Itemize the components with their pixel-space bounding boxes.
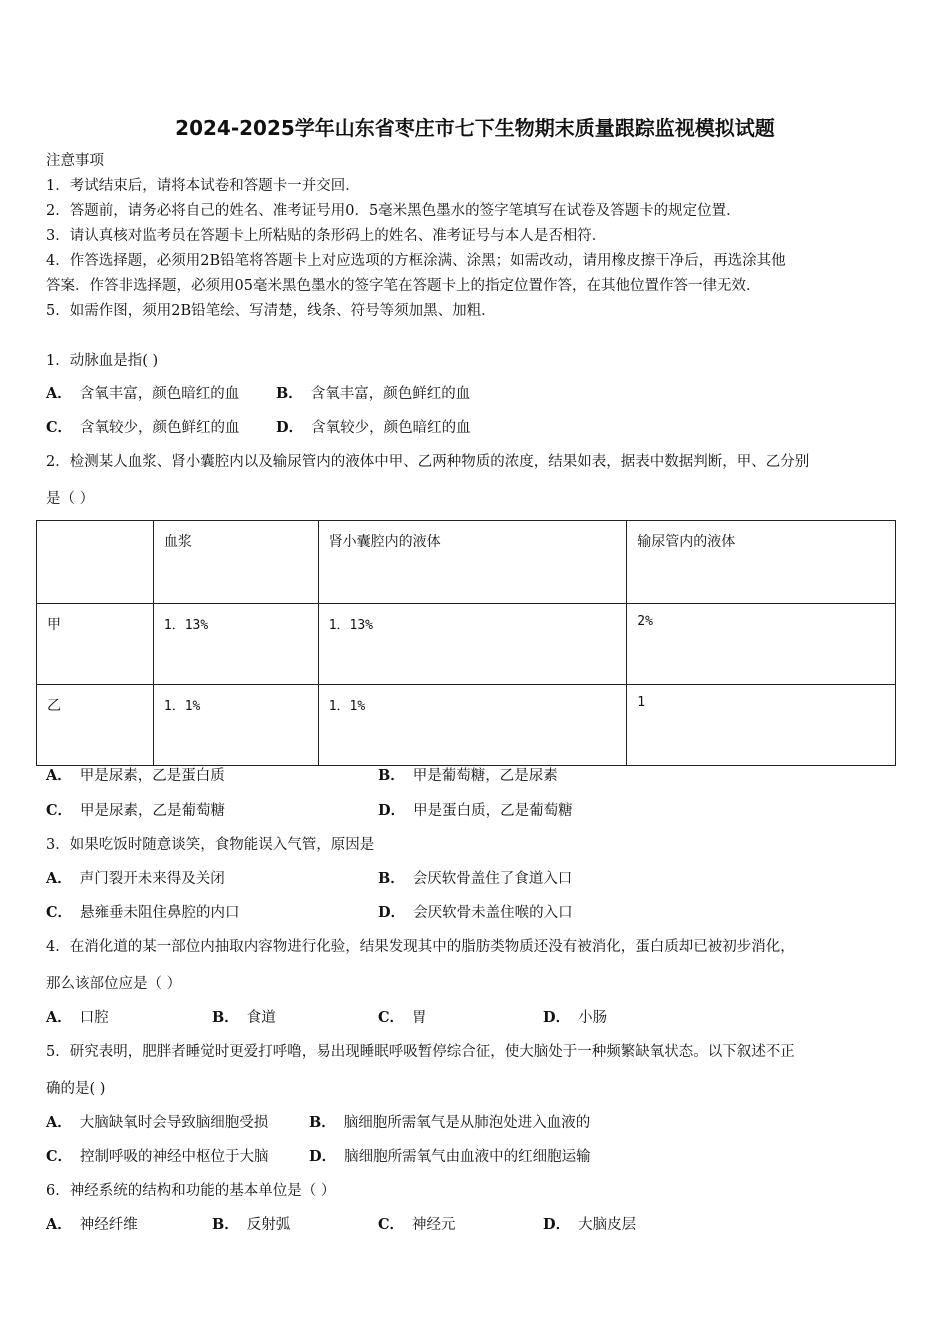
q3-option-d: D． 会厌软骨未盖住喉的入口 [378, 904, 573, 921]
q5-option-c: C． 控制呼吸的神经中枢位于大脑 [46, 1148, 269, 1165]
notice-item-4: 4．作答选择题，必须用2B铅笔将答题卡上对应选项的方框涂满、涂黑；如需改动，请用橡皮擦干净后，再选涂其他 [46, 253, 786, 269]
q4-stem-cont: 那么该部位应是（ ） [46, 976, 182, 992]
table-cell: 1．1% [318, 685, 627, 766]
q4-option-b: B． 食道 [212, 1009, 276, 1026]
q3-stem: 3．如果吃饭时随意谈笑，食物能误入气管，原因是 [46, 837, 375, 853]
table-row [37, 685, 896, 766]
q2-stem-cont: 是（ ） [46, 491, 95, 507]
table-header-cell: 输尿管内的液体 [627, 521, 896, 604]
q6-stem: 6．神经系统的结构和功能的基本单位是（ ） [46, 1183, 336, 1199]
table-header-cell [37, 521, 154, 604]
q5-option-d: D． 脑细胞所需氧气由血液中的红细胞运输 [309, 1148, 591, 1165]
q4-stem: 4．在消化道的某一部位内抽取内容物进行化验，结果发现其中的脂肪类物质还没有被消化，蛋白质却已被初步消化， [46, 939, 795, 955]
q1-option-b: B． 含氧丰富，颜色鲜红的血 [276, 385, 471, 402]
table-cell: 甲 [37, 604, 154, 685]
table-cell: 1．13% [318, 604, 627, 685]
q2-stem: 2．检测某人血浆、肾小囊腔内以及输尿管内的液体中甲、乙两种物质的浓度，结果如表，据表中数据判断，甲、乙分别 [46, 454, 810, 470]
table-cell: 1．1% [153, 685, 318, 766]
q5-stem-cont: 确的是( ) [46, 1081, 106, 1097]
table-cell: 2% [627, 604, 896, 685]
q4-option-a: A． 口腔 [46, 1009, 109, 1026]
table-row [37, 604, 896, 685]
q6-option-b: B． 反射弧 [212, 1216, 291, 1233]
q3-option-c: C． 悬雍垂未阻住鼻腔的内口 [46, 904, 240, 921]
q6-option-d: D． 大脑皮层 [543, 1216, 637, 1233]
notice-item-5: 5．如需作图，须用2B铅笔绘、写清楚，线条、符号等须加黑、加粗． [46, 303, 496, 319]
q2-option-c: C． 甲是尿素，乙是葡萄糖 [46, 802, 226, 819]
table-cell: 乙 [37, 685, 154, 766]
q4-option-c: C． 胃 [378, 1009, 427, 1026]
q2-option-d: D． 甲是蛋白质，乙是葡萄糖 [378, 802, 573, 819]
q1-option-d: D． 含氧较少，颜色暗红的血 [276, 419, 471, 436]
table-header-cell: 肾小囊腔内的液体 [318, 521, 627, 604]
q2-option-a: A． 甲是尿素，乙是蛋白质 [46, 767, 225, 784]
q4-option-d: D． 小肠 [543, 1009, 608, 1026]
notice-item-3: 3．请认真核对监考员在答题卡上所粘贴的条形码上的姓名、准考证号与本人是否相符． [46, 228, 607, 244]
q1-option-a: A． 含氧丰富，颜色暗红的血 [46, 385, 240, 402]
q5-stem: 5．研究表明，肥胖者睡觉时更爱打呼噜，易出现睡眠呼吸暂停综合征，使大脑处于一种频繁缺氧状态。以下叙述不正 [46, 1044, 795, 1060]
notice-item-4-cont: 答案．作答非选择题，必须用05毫米黑色墨水的签字笔在答题卡上的指定位置作答，在其他位置作答一律无效． [46, 278, 761, 294]
q1-stem: 1．动脉血是指( ) [46, 353, 159, 369]
table-header-row [37, 521, 896, 604]
notice-heading: 注意事项 [46, 153, 104, 169]
table-cell: 1 [627, 685, 896, 766]
notice-item-1: 1．考试结束后，请将本试卷和答题卡一并交回． [46, 178, 360, 194]
table-cell: 1．13% [153, 604, 318, 685]
page-title: 2024-2025学年山东省枣庄市七下生物期末质量跟踪监视模拟试题 [175, 116, 775, 140]
notice-item-2: 2．答题前，请务必将自己的姓名、准考证号用0．5毫米黑色墨水的签字笔填写在试卷及答题卡的规定位置． [46, 203, 741, 219]
concentration-table [36, 520, 896, 766]
q5-option-a: A． 大脑缺氧时会导致脑细胞受损 [46, 1114, 269, 1131]
q3-option-a: A． 声门裂开未来得及关闭 [46, 870, 225, 887]
q2-option-b: B． 甲是葡萄糖，乙是尿素 [378, 767, 558, 784]
q6-option-c: C． 神经元 [378, 1216, 456, 1233]
q1-option-c: C． 含氧较少，颜色鲜红的血 [46, 419, 240, 436]
q3-option-b: B． 会厌软骨盖住了食道入口 [378, 870, 573, 887]
q6-option-a: A． 神经纤维 [46, 1216, 138, 1233]
q5-option-b: B． 脑细胞所需氧气是从肺泡处进入血液的 [309, 1114, 591, 1131]
table-header-cell: 血浆 [153, 521, 318, 604]
